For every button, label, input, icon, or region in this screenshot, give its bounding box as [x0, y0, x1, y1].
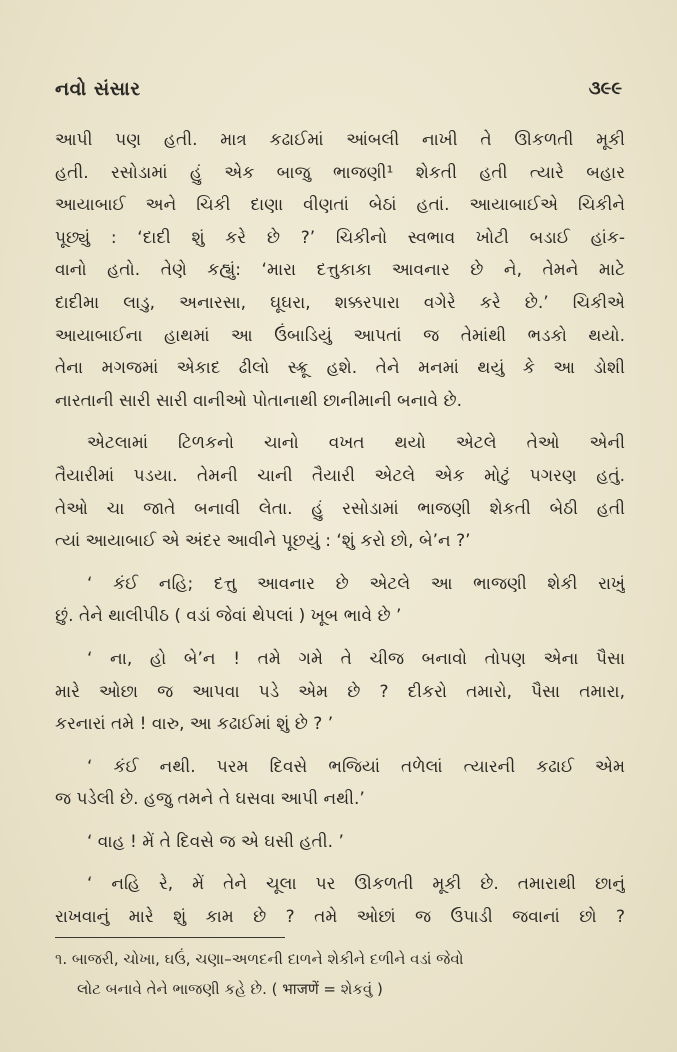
- text-line: તૈયારીમાં પડયા. તેમની ચાની તૈયારી એટલે એક મોટું પગરણ હતું.: [55, 465, 625, 486]
- text-line: ‘ વાહ ! મેં તે દિવસે જ એ ઘસી હતી. ’: [87, 831, 344, 852]
- paragraph: [55, 643, 625, 741]
- paragraph: [55, 751, 625, 816]
- text-line: નારતાની સારી સારી વાનીઓ પોતાનાથી છાનીમાની બનાવે છે.: [55, 390, 463, 411]
- body-text: [55, 124, 625, 934]
- text-line: છું. તેને થાલીપીઠ ( વડાં જેવાં થેપલાં ) ખૂબ ભાવે છે ’: [55, 606, 402, 627]
- paragraph: [55, 868, 625, 933]
- paragraph: [55, 124, 625, 417]
- text-line: મારે ઓછા જ આપવા પડે એમ છે ? દીકરો તમારો, પૈસા તમારા,: [55, 681, 625, 702]
- page-header: [55, 78, 622, 108]
- text-line: દાદીમા લાડુ, અનારસા, ઘૂઘરા, શક્કરપારા વગેરે કરે છે.’ ચિકીએ: [55, 292, 625, 313]
- running-title: નવો સંસાર: [55, 78, 141, 100]
- footnote-line: લોટ બનાવે તેને ભાજણી કહે છે. ( भाजणें = શેકવું ): [77, 980, 383, 998]
- text-line: કરનારાં તમે ! વારુ, આ કઢાઈમાં શું છે ? ’: [55, 714, 334, 735]
- paragraph: [55, 427, 625, 557]
- paragraph: [55, 826, 625, 859]
- text-line: વાનો હતો. તેણે કહ્યું: ‘મારા દત્તુકાકા આવનાર છે ને, તેમને માટે: [55, 260, 625, 281]
- footnote: [55, 944, 625, 1004]
- text-line: હતી. રસોડામાં હું એક બાજુ ભાજણી¹ શેકતી હતી ત્યારે બહાર: [55, 162, 625, 183]
- text-line: તેઓ ચા જાતે બનાવી લેતા. હું રસોડામાં ભાજણી શેકતી બેઠી હતી: [55, 498, 625, 519]
- text-line: જ પડેલી છે. હજુ તમને તે ઘસવા આપી નથી.’: [55, 789, 365, 810]
- text-line: ‘ ના, હો બે’ન ! તમે ગમે તે ચીજ બનાવો તોપણ એના પૈસા: [87, 648, 625, 669]
- text-line: આયાબાઈ અને ચિકી દાણા વીણતાં બેઠાં હતાં. આયાબાઈએ ચિકીને: [55, 195, 625, 216]
- footnote-divider: [55, 937, 285, 938]
- footnote-line: ૧. બાજરી, ચોખા, ઘઉં, ચણા–અળદની દાળને શેકીને દળીને વડાં જેવો: [55, 950, 464, 968]
- text-line: એટલામાં ટિળકનો ચાનો વખત થયો એટલે તેઓ એની: [87, 433, 625, 454]
- text-line: તેના મગજમાં એકાદ ઢીલો સ્ક્રૂ હશે. તેને મનમાં થયું કે આ ડોશી: [55, 358, 625, 379]
- text-line: ‘ કંઈ નહિ; દત્તુ આવનાર છે એટલે આ ભાજણી શેકી રાખું: [87, 573, 625, 594]
- text-line: ત્યાં આયાબાઈ એ અંદર આવીને પૂછયું : ‘શું કરો છો, બે’ન ?’: [55, 531, 471, 552]
- text-line: આયાબાઈના હાથમાં આ ઉંબાડિયું આપતાં જ તેમાંથી ભડકો થયો.: [55, 325, 625, 346]
- text-line: ‘ નહિ રે, મેં તેને ચૂલા પર ઊકળતી મૂકી છે. તમારાથી છાનું: [87, 874, 625, 895]
- text-line: પૂછ્યું : ‘દાદી શું કરે છે ?’ ચિકીનો સ્વભાવ ખોટી બડાઈ હાંક-: [55, 227, 625, 248]
- text-line: ‘ કંઈ નથી. પરમ દિવસે ભજિયાં તળેલાં ત્યારની કઢાઈ એમ: [87, 756, 625, 777]
- text-line: રાખવાનું મારે શું કામ છે ? તમે ઓછાં જ ઉપાડી જવાનાં છો ?: [55, 907, 625, 928]
- text-line: આપી પણ હતી. માત્ર કઢાઈમાં આંબલી નાખી તે ઊકળતી મૂકી: [55, 130, 625, 150]
- page-number: ૩૯૯: [588, 78, 622, 99]
- paragraph: [55, 568, 625, 633]
